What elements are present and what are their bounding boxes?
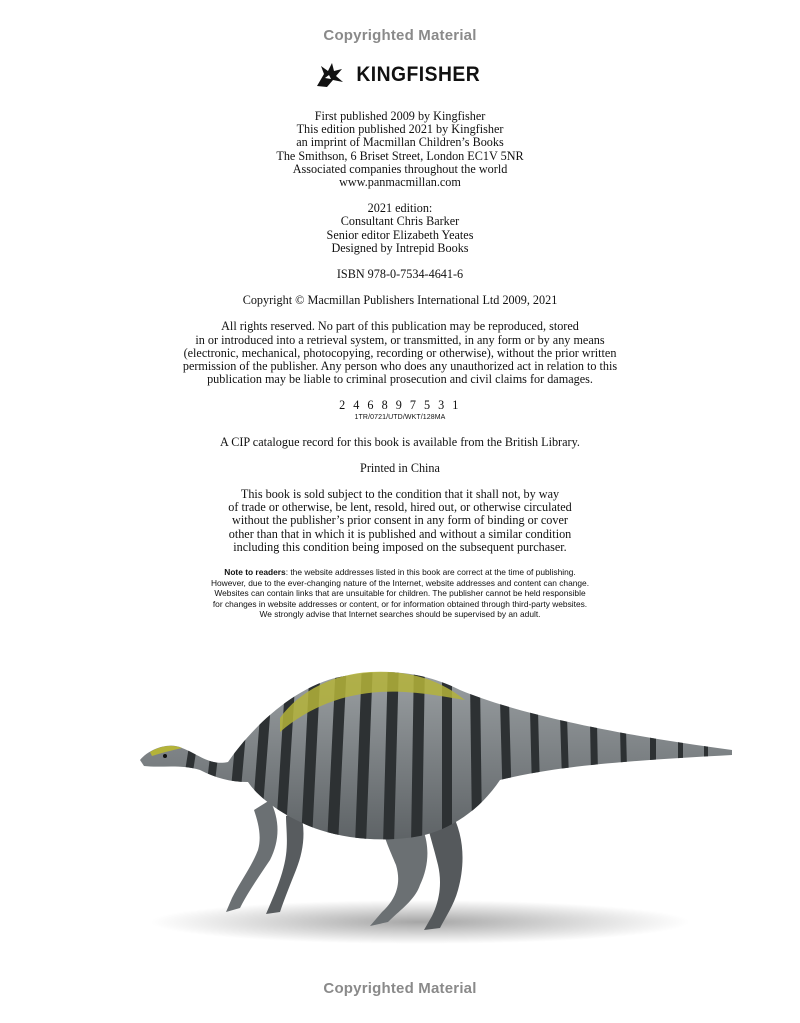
dinosaur-front-leg: [226, 800, 278, 912]
condition-line: other than that in which it is published and without a similar condition: [228, 526, 572, 541]
rights-block: [0, 320, 800, 386]
copyright-page-text: [0, 110, 800, 620]
note-line: [0, 567, 800, 578]
note-line: However, due to the ever-changing nature of the Internet, website addresses and content can change.: [210, 577, 590, 588]
note-line: We strongly advise that Internet searches should be supervised by an adult.: [259, 609, 541, 620]
edition-block: [0, 202, 800, 255]
publisher-logo-text: KINGFISHER: [356, 63, 480, 86]
note-to-readers: [0, 567, 800, 620]
dinosaur-eye: [163, 754, 167, 758]
kingfisher-bird-icon: [315, 60, 345, 90]
dinosaur-body: [140, 672, 732, 839]
imprint-line: First published 2009 by Kingfisher: [314, 109, 486, 123]
copyright-text: Copyright © Macmillan Publishers International Ltd 2009, 2021: [242, 293, 558, 308]
isbn: [0, 268, 800, 281]
rights-line: All rights reserved. No part of this publication may be reproduced, stored: [221, 319, 579, 334]
watermark-top: Copyrighted Material: [323, 27, 477, 44]
note-first-line: : the website addresses listed in this book are correct at the time of publishing.: [285, 567, 576, 578]
rights-line: publication may be liable to criminal prosecution and civil claims for damages.: [207, 372, 593, 387]
imprint-line: an imprint of Macmillan Children’s Books: [296, 135, 504, 150]
publisher-logo: [0, 60, 800, 90]
rights-line: (electronic, mechanical, photocopying, recording or otherwise), without the prior written: [183, 345, 617, 360]
rights-line: in or introduced into a retrieval system, or transmitted, in any form or by any means: [195, 332, 605, 347]
imprint-line: The Smithson, 6 Briset Street, London EC1V 5NR: [276, 148, 524, 163]
printed-in: [0, 462, 800, 475]
note-line: for changes in website addresses or content, or for information obtained through third-party websites.: [212, 598, 588, 609]
imprint-line: Associated companies throughout the world: [292, 161, 508, 176]
print-numbers: 2 4 6 8 9 7 5 3 1: [339, 398, 461, 413]
printed-in-text: Printed in China: [360, 460, 440, 475]
edition-line: Consultant Chris Barker: [340, 214, 460, 229]
copyright-notice: [0, 294, 800, 307]
sale-condition-block: [0, 488, 800, 554]
condition-line: without the publisher’s prior consent in any form of binding or cover: [232, 513, 568, 528]
imprint-line: This edition published 2021 by Kingfisher: [296, 122, 504, 137]
note-label: Note to readers: [224, 567, 286, 578]
dinosaur-illustration: [120, 660, 750, 960]
edition-line: Designed by Intrepid Books: [331, 240, 469, 255]
print-info: [0, 399, 800, 422]
cip-text: A CIP catalogue record for this book is available from the British Library.: [220, 434, 580, 449]
edition-line: 2021 edition:: [367, 201, 433, 216]
publisher-website: www.panmacmillan.com: [339, 175, 461, 190]
rights-line: permission of the publisher. Any person who does any unauthorized act in relation to this: [182, 359, 618, 374]
imprint-block: [0, 110, 800, 189]
condition-line: of trade or otherwise, be lent, resold, hired out, or otherwise circulated: [228, 500, 572, 515]
print-code: 1TR/0721/UTD/WKT/128MA: [354, 413, 446, 421]
edition-line: Senior editor Elizabeth Yeates: [326, 227, 474, 242]
condition-line: This book is sold subject to the condition that it shall not, by way: [240, 487, 560, 502]
isbn-text: ISBN 978-0-7534-4641-6: [336, 267, 464, 282]
condition-line: including this condition being imposed on the subsequent purchaser.: [233, 539, 567, 554]
watermark-bottom: Copyrighted Material: [323, 980, 477, 997]
note-line: Websites can contain links that are unsuitable for children. The publisher cannot be held responsible: [214, 588, 586, 599]
cip-notice: [0, 436, 800, 449]
